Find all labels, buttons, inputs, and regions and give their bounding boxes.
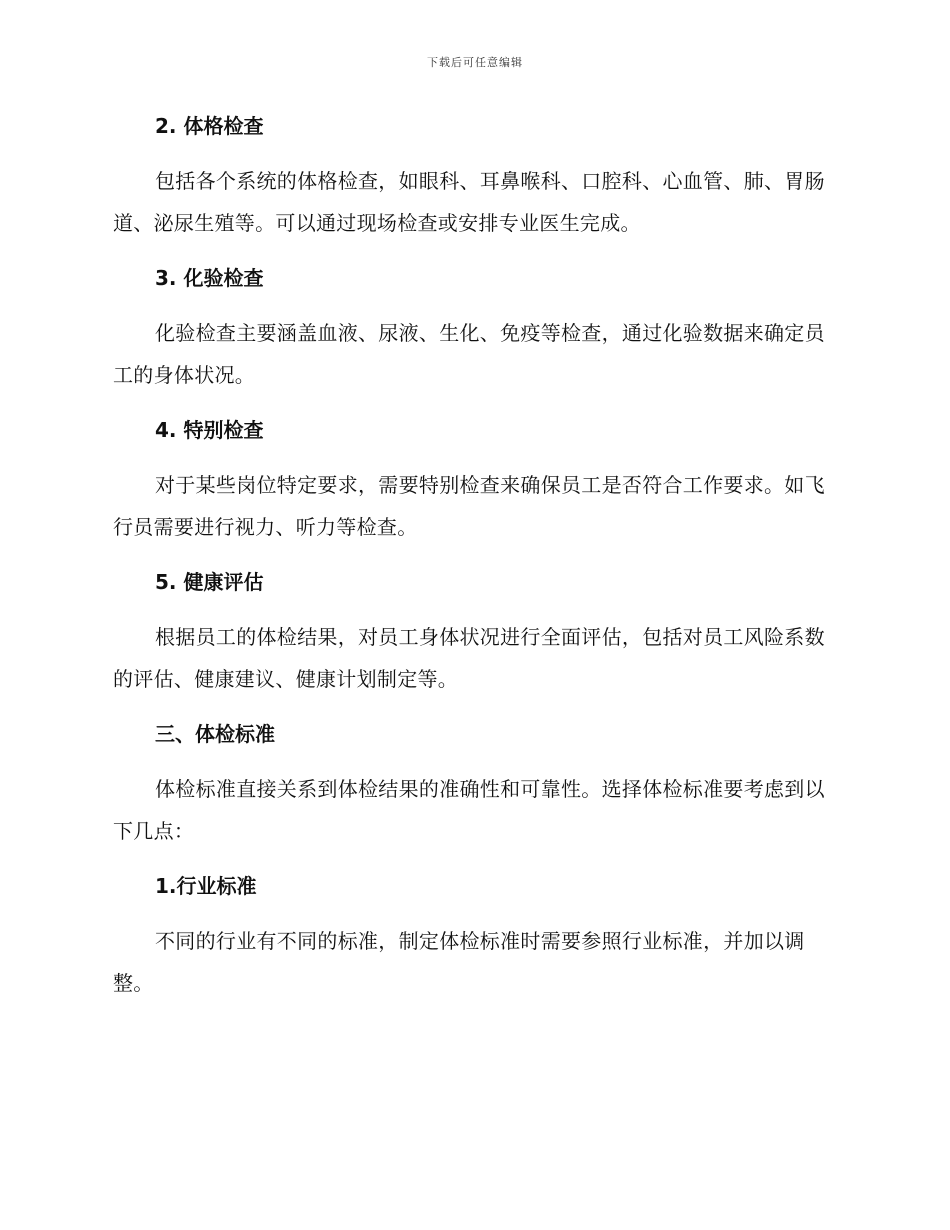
section-paragraph-lab-tests: 化验检查主要涵盖血液、尿液、生化、免疫等检查，通过化验数据来确定员工的身体状况。 <box>113 321 825 387</box>
section-heading-special-exam: 4. 特别检查 <box>155 418 264 442</box>
section-heading-physical-exam: 2. 体格检查 <box>155 114 264 138</box>
section-heading-industry-standard: 1.行业标准 <box>155 874 257 898</box>
section-heading-health-assessment: 5. 健康评估 <box>155 570 264 594</box>
header-note: 下载后可任意编辑 <box>427 56 523 69</box>
section-paragraph-special-exam: 对于某些岗位特定要求，需要特别检查来确保员工是否符合工作要求。如飞行员需要进行视力、听力等检查。 <box>113 473 825 539</box>
section-heading-lab-tests: 3. 化验检查 <box>155 266 264 290</box>
section-paragraph-health-assessment: 根据员工的体检结果，对员工身体状况进行全面评估，包括对员工风险系数的评估、健康建议、健康计划制定等。 <box>113 625 825 691</box>
section-paragraph-industry-standard: 不同的行业有不同的标准，制定体检标准时需要参照行业标准，并加以调整。 <box>113 929 805 995</box>
section-paragraph-physical-exam: 包括各个系统的体格检查，如眼科、耳鼻喉科、口腔科、心血管、肺、胃肠道、泌尿生殖等。可以通过现场检查或安排专业医生完成。 <box>113 169 825 235</box>
section-paragraph-exam-standards: 体检标准直接关系到体检结果的准确性和可靠性。选择体检标准要考虑到以下几点： <box>113 777 825 843</box>
document-body <box>113 108 833 1020</box>
section-heading-exam-standards: 三、体检标准 <box>155 722 275 746</box>
